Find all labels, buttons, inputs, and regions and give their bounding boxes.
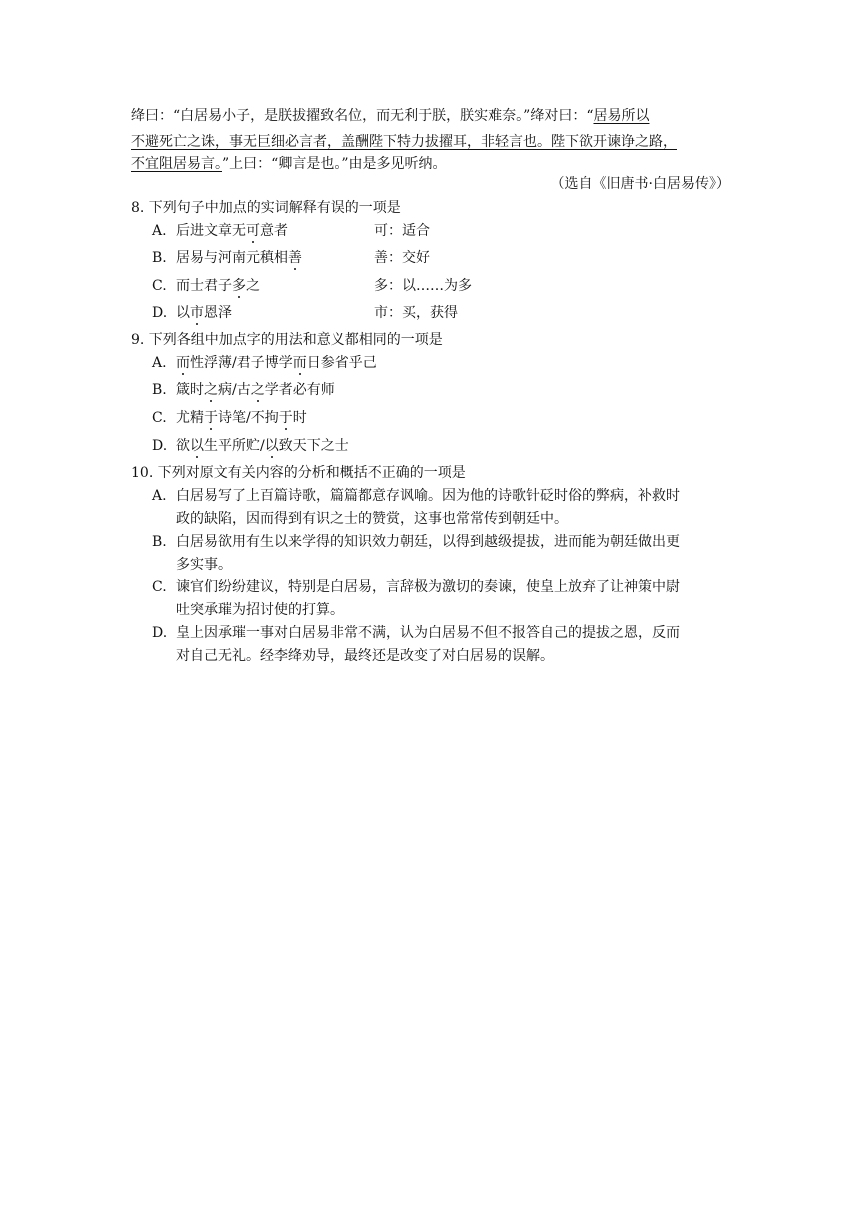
option-text: 之 <box>246 278 260 294</box>
q10-option-a-cont: 政的缺陷，因而得到有识之士的赞赏，这事也常常传到朝廷中。 <box>176 511 568 527</box>
q9-option-a <box>152 353 377 373</box>
source-citation: （选自《旧唐书·白居易传》） <box>550 176 730 192</box>
option-text: 日参省乎己 <box>306 355 377 371</box>
q10-option-c <box>152 577 680 597</box>
option-text: 箴时 <box>176 382 204 398</box>
option-text: 病/古 <box>218 382 251 398</box>
passage-text: 绛曰：“白居易小子，是朕拔擢致名位，而无利于朕，朕实难奈。”绛对曰：“ <box>131 108 594 124</box>
underlined-text: 居易所以 <box>593 108 650 124</box>
q8-option-c <box>152 276 260 296</box>
dotted-char: 之 <box>250 382 265 398</box>
option-text: 白居易写了上百篇诗歌，篇篇都意存讽喻。因为他的诗歌针砭时俗的弊病，补救时 <box>176 488 680 504</box>
dotted-char: 以 <box>264 438 279 454</box>
option-label: A. <box>152 355 167 371</box>
option-label: B. <box>152 534 167 550</box>
q10-option-d <box>152 623 680 643</box>
dotted-char: 于 <box>278 410 293 426</box>
question-9-stem: 9. 下列各组中加点字的用法和意义都相同的一项是 <box>131 332 443 348</box>
option-text: 性浮薄/君子博学 <box>190 355 293 371</box>
dotted-char: 善 <box>288 250 302 266</box>
option-label: A. <box>152 488 167 504</box>
q10-option-d-cont: 对自己无礼。经李绛劝导，最终还是改变了对白居易的误解。 <box>176 648 554 664</box>
question-8-stem: 8. 下列句子中加点的实词解释有误的一项是 <box>131 200 401 216</box>
option-text: 谏官们纷纷建议，特别是白居易，言辞极为激切的奏谏，使皇上放弃了让神策中尉 <box>176 579 680 595</box>
passage-line-3 <box>131 154 446 174</box>
option-label: D. <box>152 438 168 454</box>
q9-option-b <box>152 380 335 400</box>
q10-option-a <box>152 486 680 506</box>
option-text: 以 <box>176 305 190 321</box>
dotted-char: 之 <box>204 382 218 398</box>
option-text: 欲 <box>176 438 190 454</box>
q8-answer-a: 可：适合 <box>374 223 430 239</box>
dotted-char: 市 <box>190 305 204 321</box>
q10-option-c-cont: 吐突承璀为招讨使的打算。 <box>176 602 344 618</box>
q9-option-c <box>152 408 307 428</box>
q8-option-a <box>152 221 288 241</box>
option-label: A. <box>152 223 167 239</box>
option-text: 居易与河南元稹相 <box>176 250 288 266</box>
dotted-char: 以 <box>190 438 204 454</box>
option-text: 后进文章无 <box>176 223 246 239</box>
option-label: C. <box>152 579 167 595</box>
dotted-char: 可 <box>246 223 260 239</box>
passage-text: ”上曰：“卿言是也。”由是多见听纳。 <box>222 156 447 172</box>
question-10-stem: 10. 下列对原文有关内容的分析和概括不正确的一项是 <box>131 465 466 481</box>
option-label: C. <box>152 410 167 426</box>
dotted-char: 于 <box>204 410 218 426</box>
dotted-char: 而 <box>292 355 307 371</box>
q9-option-d <box>152 436 349 456</box>
underlined-text: 不宜阻居易言。 <box>131 156 222 172</box>
option-text: 生平所贮/ <box>204 438 265 454</box>
option-text: 而士君子 <box>176 278 232 294</box>
option-text: 致天下之士 <box>278 438 349 454</box>
option-text: 皇上因承璀一事对白居易非常不满，认为白居易不但不报答自己的提拔之恩，反而 <box>176 625 680 641</box>
q8-answer-d: 市：买，获得 <box>374 305 458 321</box>
passage-line-2: 不避死亡之诛，事无巨细必言者，盖酬陛下特力拔擢耳，非轻言也。陛下欲开谏诤之路， <box>131 134 677 150</box>
option-text: 恩泽 <box>204 305 232 321</box>
option-text: 时 <box>292 410 307 426</box>
option-text: 学者必有师 <box>264 382 335 398</box>
q10-option-b-cont: 多实事。 <box>176 557 232 573</box>
option-text: 尤精 <box>176 410 204 426</box>
option-label: D. <box>152 305 168 321</box>
dotted-char: 而 <box>176 355 190 371</box>
option-label: B. <box>152 250 167 266</box>
q8-answer-c: 多：以……为多 <box>374 278 472 294</box>
dotted-char: 多 <box>232 278 246 294</box>
option-label: D. <box>152 625 168 641</box>
option-label: B. <box>152 382 167 398</box>
option-text: 意者 <box>260 223 288 239</box>
q8-option-d <box>152 303 232 323</box>
q8-answer-b: 善：交好 <box>374 250 430 266</box>
option-text: 白居易欲用有生以来学得的知识效力朝廷，以得到越级提拔，进而能为朝廷做出更 <box>176 534 680 550</box>
q8-option-b <box>152 248 302 268</box>
passage-line-1 <box>131 106 649 126</box>
q10-option-b <box>152 532 680 552</box>
option-text: 诗笔/不拘 <box>218 410 279 426</box>
option-label: C. <box>152 278 167 294</box>
